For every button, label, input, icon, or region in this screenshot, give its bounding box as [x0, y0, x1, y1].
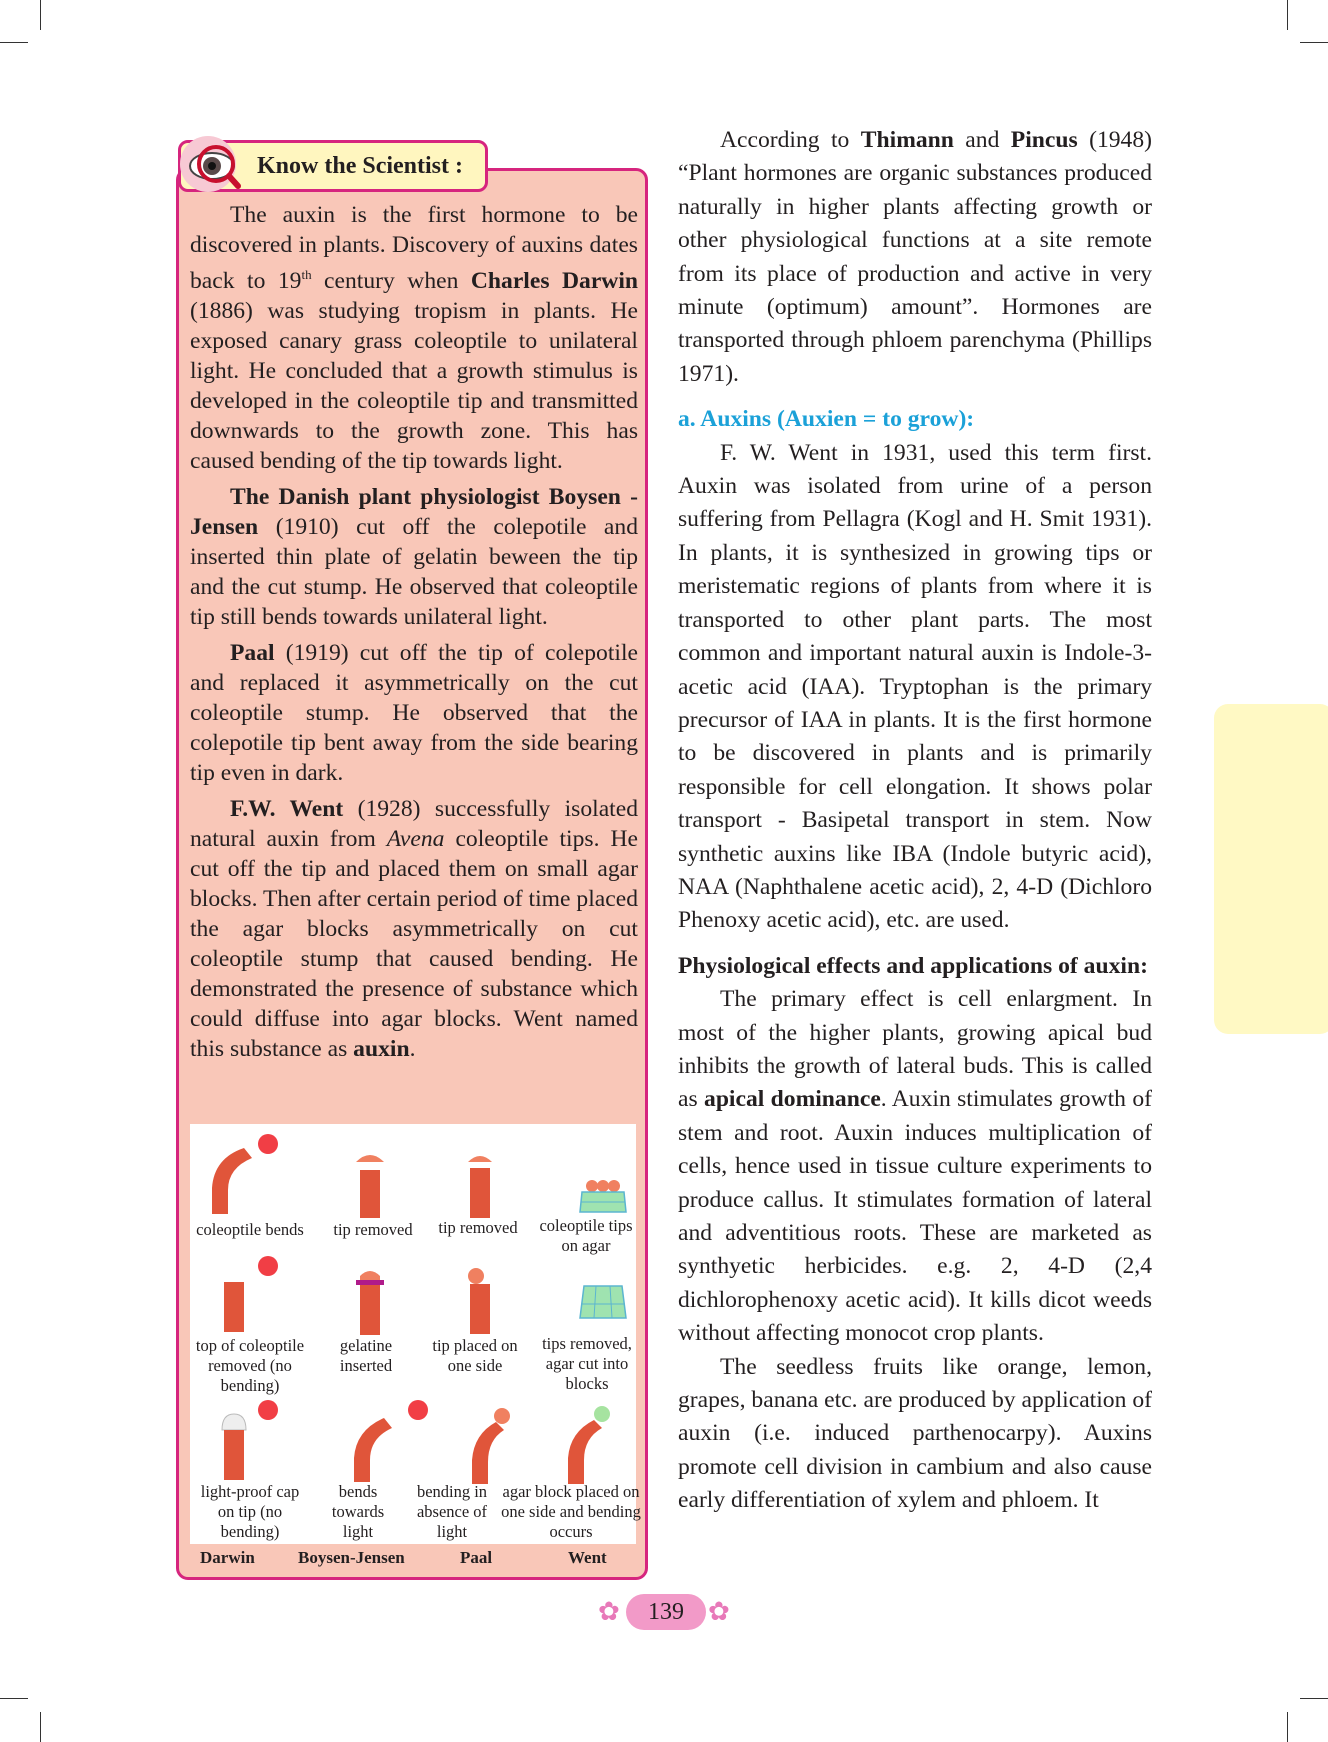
- gelatine-inserted-drawing: [350, 1266, 390, 1338]
- crop-mark: [1300, 42, 1328, 43]
- figure-footer-paal: Paal: [460, 1548, 493, 1567]
- crop-mark: [1300, 1698, 1328, 1699]
- figure-caption: top of coleoptile removed (no bending): [195, 1336, 305, 1395]
- figure-caption: bends towards light: [331, 1482, 385, 1541]
- definition-paragraph: According to Thimann and Pincus (1948) “Plant hormones are organic substances produced naturally in higher plants affecting growth or other physiological functions at a site remote from its place of production and active in very minute (optimum) amount”. Hormones are transported through phloem parenchyma (Phillips 1971).: [678, 127, 1152, 387]
- auxins-heading: a. Auxins (Auxien = to grow):: [678, 406, 975, 433]
- figure-caption: tips removed, agar cut into blocks: [542, 1334, 632, 1393]
- crop-mark: [0, 1698, 28, 1699]
- chapter-side-tab: [1214, 704, 1328, 1034]
- light-proof-cap-drawing: [216, 1396, 286, 1482]
- crop-mark: [40, 0, 41, 30]
- figure-caption: agar block placed on one side and bending occurs: [501, 1482, 641, 1541]
- paal-paragraph: Paal (1919) cut off the tip of colepotile and replaced it asymmetrically on the cut coleoptile stump. He observed that the colepotile tip bent away from the side bearing tip even in dark.: [190, 639, 638, 786]
- crop-mark: [1287, 1712, 1288, 1742]
- main-text-column: [678, 124, 1152, 1518]
- crop-mark: [1287, 0, 1288, 30]
- crop-mark: [0, 42, 28, 43]
- figure-caption: coleoptile tips on agar: [539, 1216, 633, 1255]
- figure-caption: bending in absence of light: [416, 1482, 488, 1541]
- auxins-paragraph: F. W. Went in 1931, used this term first. Auxin was isolated from urine of a person suffering from Pellagra (Kogl and H. Smit 1931). In plants, it is synthesized in growing tips or meristematic regions of plants from where it is transported to other plant parts. The most common and important natural auxin is Indole-3-acetic acid (IAA). Tryptophan is the primary precursor of IAA in plants. It is the first hormone to be discovered in plants and is primarily responsible for cell elongation. It shows polar transport - Basipetal transport in stem. Now synthetic auxins like IBA (Indole butyric acid), NAA (Naphthalene acetic acid), 2, 4-D (Dichloro Phenoxy acetic acid), etc. are used.: [678, 439, 1152, 934]
- figure-caption: tip placed on one side: [432, 1336, 518, 1375]
- tip-on-one-side-drawing: [460, 1264, 500, 1336]
- box-body: [190, 200, 638, 1070]
- figure-footer-darwin: Darwin: [200, 1548, 255, 1567]
- flower-ornament-icon: ✿: [708, 1597, 730, 1626]
- figure-footer-went: Went: [568, 1548, 607, 1567]
- magnifier-eye-icon: [178, 134, 260, 200]
- figure-footer-boysen-jensen: Boysen-Jensen: [298, 1548, 405, 1567]
- went-paragraph: F.W. Went (1928) successfully isolated natural auxin from Avena coleoptile tips. He cut off the tip and placed them on small agar blocks. Then after certain period of time placed the agar blocks asymmetrically on cut coleoptile stump that caused bending. He demonstrated the presence of substance which could diffuse into agar blocks. Went named this substance as auxin.: [190, 795, 638, 1062]
- figure-caption: gelatine inserted: [339, 1336, 393, 1375]
- top-removed-drawing: [216, 1252, 286, 1334]
- tip-removed-drawing: [350, 1148, 390, 1220]
- agar-cut-blocks-drawing: [578, 1282, 628, 1322]
- tip-removed-drawing-2: [460, 1148, 500, 1220]
- page-number: 139: [626, 1594, 706, 1630]
- effects-heading: Physiological effects and applications of auxin:: [678, 952, 1148, 979]
- darwin-paragraph: The auxin is the first hormone to be discovered in plants. Discovery of auxins dates back to 19th century when Charles Darwin (1886) was studying tropism in plants. He exposed canary grass coleoptile to unilateral light. He concluded that a growth stimulus is developed in the coleoptile tip and transmitted downwards to the growth zone. This has caused bending of the tip towards light.: [190, 202, 639, 474]
- agar-block-drawing: [578, 1176, 628, 1216]
- agar-block-bending-drawing: [560, 1402, 620, 1486]
- coleoptile-bending-drawing: [200, 1128, 290, 1218]
- figure-caption: light-proof cap on tip (no bending): [200, 1482, 300, 1541]
- effects-paragraph: The primary effect is cell enlargment. In most of the higher plants, growing apical bud inhibits the growth of lateral buds. This is called as apical dominance. Auxin stimulates growth of stem and root. Auxin induces multiplication of cells, hence used in tissue culture experiments to produce callus. It stimulates formation of lateral and adventitious roots. These are marketed as synthyetic herbicides. e.g. 2, 4-D (2,4 dichlorophenoxy acetic acid). It kills dicot weeds without affecting monocot crop plants.: [678, 986, 1152, 1347]
- bends-towards-light-drawing: [346, 1396, 436, 1486]
- bending-in-dark-drawing: [466, 1406, 526, 1486]
- figure-caption: coleoptile bends: [196, 1220, 304, 1239]
- figure-caption: tip removed: [333, 1220, 413, 1239]
- flower-ornament-icon: ✿: [598, 1597, 620, 1626]
- boysen-jensen-paragraph: The Danish plant physiologist Boysen - Jensen (1910) cut off the colepotile and inserted thin plate of gelatin beween the tip and the cut stump. He observed that coleoptile tip still bends towards unilateral light.: [190, 483, 638, 630]
- figure-caption: tip removed: [438, 1218, 518, 1237]
- page-number-badge: [598, 1594, 734, 1630]
- box-title: Know the Scientist :: [178, 140, 488, 192]
- parthenocarpy-paragraph: The seedless fruits like orange, lemon, grapes, banana etc. are produced by application of auxin (i.e. induced parthenocarpy). Auxins promote cell division in cambium and also cause early differentiation of xylem and phloem. It: [678, 1353, 1152, 1514]
- crop-mark: [40, 1712, 41, 1742]
